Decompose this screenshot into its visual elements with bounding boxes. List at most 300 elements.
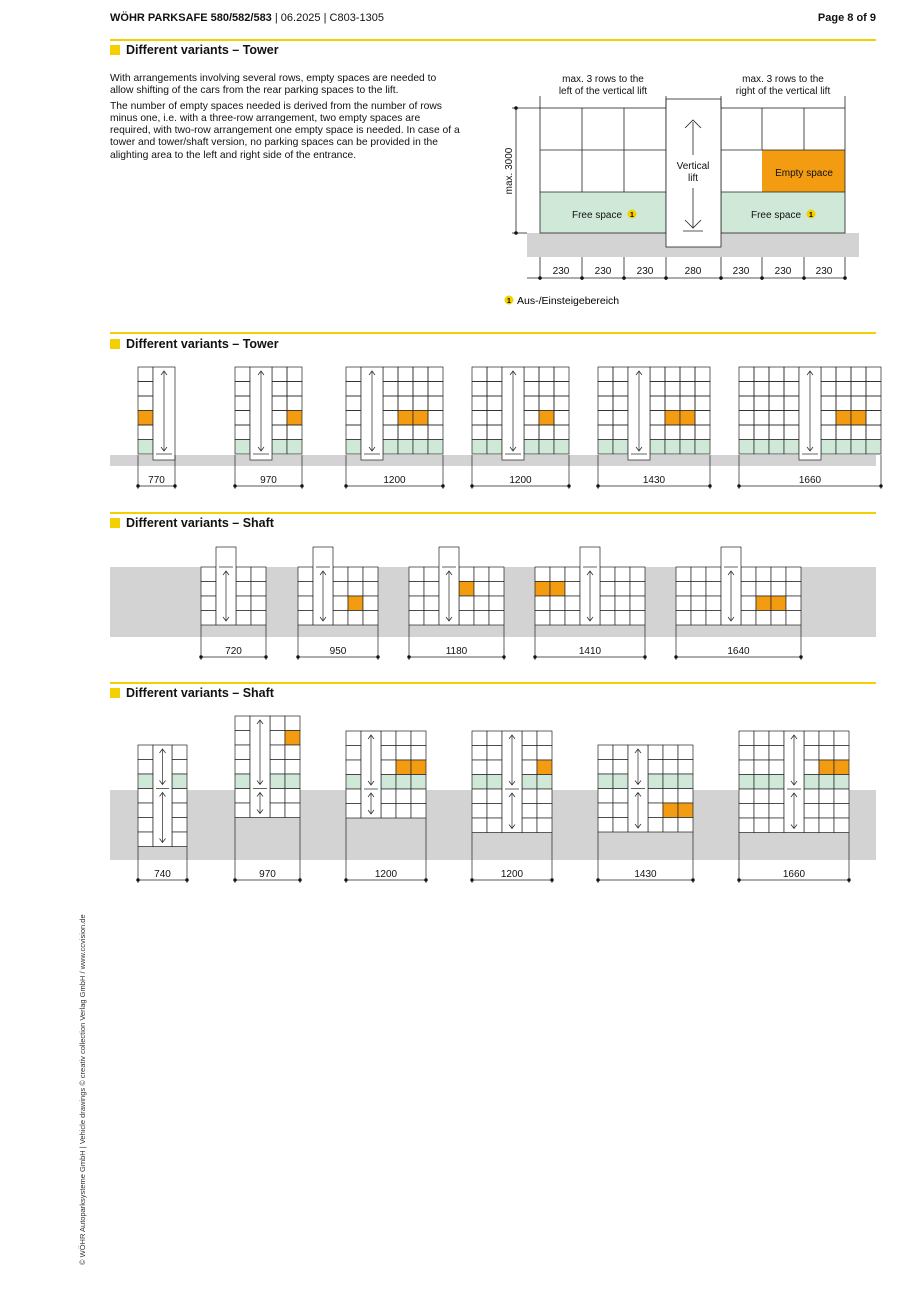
dimension-label: 1200: [383, 475, 406, 486]
parking-cell: [287, 382, 302, 397]
parking-cell: [754, 367, 769, 382]
parking-cell: [754, 425, 769, 440]
parking-cell: [537, 789, 552, 804]
svg-text:1: 1: [507, 298, 511, 305]
parking-cell: [348, 582, 363, 597]
parking-cell: [680, 367, 695, 382]
parking-cell: [615, 611, 630, 626]
parking-cell: [424, 582, 439, 597]
parking-cell: [598, 745, 613, 760]
parking-cell: [138, 382, 153, 397]
parking-cell: [413, 382, 428, 397]
parking-cell: [346, 411, 361, 426]
parking-cell: [428, 367, 443, 382]
parking-cell: [235, 745, 250, 760]
parking-cell: [398, 396, 413, 411]
parking-cell: [487, 440, 502, 455]
parking-cell: [739, 818, 754, 833]
parking-cell: [598, 425, 613, 440]
parking-cell: [784, 382, 799, 397]
parking-cell: [459, 567, 474, 582]
parking-cell: [409, 596, 424, 611]
parking-cell: [819, 818, 834, 833]
parking-cell: [598, 818, 613, 833]
intro-paragraph: The number of empty spaces needed is derived from the number of rows minus one, i.e. with a three-row arrangement, two empty spaces are required, with two-row arrangement one empty space is needed. In case of a tower and tower/shaft version, no parking spaces can be provided in the alighting area to the left and right side of the entrance.: [110, 100, 460, 161]
parking-cell: [821, 440, 836, 455]
parking-cell: [565, 611, 580, 626]
parking-cell: [413, 425, 428, 440]
parking-cell: [741, 611, 756, 626]
parking-cell: [428, 411, 443, 426]
parking-cell: [138, 832, 153, 847]
page-header: [110, 12, 876, 28]
parking-cell: [756, 582, 771, 597]
dimension-dot: [344, 878, 347, 881]
parking-cell: [851, 382, 866, 397]
parking-cell: [665, 396, 680, 411]
parking-cell: [333, 611, 348, 626]
parking-cell: [754, 818, 769, 833]
parking-cell: [428, 382, 443, 397]
left-rows-label: left of the vertical lift: [558, 86, 648, 97]
parking-cell: [650, 396, 665, 411]
parking-cell: [613, 425, 628, 440]
parking-cell: [739, 731, 754, 746]
parking-cell: [676, 567, 691, 582]
parking-cell: [663, 789, 678, 804]
parking-cell: [866, 440, 881, 455]
dimension-dot: [136, 878, 139, 881]
dimension-dot: [502, 655, 505, 658]
parking-cell: [680, 440, 695, 455]
dimension-dot: [879, 484, 882, 487]
parking-cell: [348, 596, 363, 611]
parking-cell: [836, 440, 851, 455]
lift-label: Vertical: [676, 161, 710, 172]
parking-cell: [630, 596, 645, 611]
parking-cell: [754, 746, 769, 761]
dimension-label: 230: [815, 266, 833, 277]
parking-cell: [409, 582, 424, 597]
parking-cell: [691, 582, 706, 597]
parking-cell: [680, 382, 695, 397]
parking-cell: [786, 582, 801, 597]
parking-cell: [819, 760, 834, 775]
parking-cell: [396, 775, 411, 790]
parking-cell: [680, 396, 695, 411]
parking-cell: [680, 425, 695, 440]
parking-cell: [598, 411, 613, 426]
parking-cell: [474, 567, 489, 582]
section-divider: [110, 512, 876, 514]
parking-cell: [287, 425, 302, 440]
parking-cell: [769, 760, 784, 775]
parking-cell: [235, 760, 250, 775]
parking-cell: [487, 367, 502, 382]
parking-cell: [487, 746, 502, 761]
parking-cell: [739, 775, 754, 790]
parking-cell: [665, 440, 680, 455]
section-divider: [110, 39, 876, 41]
parking-cell: [235, 774, 250, 789]
parking-cell: [554, 411, 569, 426]
parking-cell: [472, 382, 487, 397]
parking-cell: [411, 731, 426, 746]
parking-cell: [413, 411, 428, 426]
parking-cell: [786, 596, 801, 611]
parking-cell: [819, 775, 834, 790]
parking-cell: [598, 803, 613, 818]
dimension-label: 1660: [798, 475, 822, 486]
parking-cell: [648, 760, 663, 775]
parking-cell: [771, 567, 786, 582]
parking-cell: [251, 567, 266, 582]
parking-cell: [363, 596, 378, 611]
parking-cell: [754, 804, 769, 819]
parking-cell: [615, 596, 630, 611]
parking-cell: [487, 411, 502, 426]
parking-cell: [739, 382, 754, 397]
parking-cell: [346, 396, 361, 411]
parking-cell: [235, 396, 250, 411]
parking-cell: [428, 440, 443, 455]
parking-cell: [396, 731, 411, 746]
parking-cell: [678, 789, 693, 804]
dimension-dot: [173, 484, 176, 487]
shaft-variants-diagram: [100, 540, 890, 665]
parking-cell: [396, 789, 411, 804]
parking-cell: [333, 596, 348, 611]
parking-cell: [472, 789, 487, 804]
free-space-label: Free space: [571, 210, 623, 221]
dimension-dot: [233, 878, 236, 881]
parking-cell: [251, 611, 266, 626]
parking-cell: [804, 789, 819, 804]
parking-cell: [522, 731, 537, 746]
parking-cell: [648, 803, 663, 818]
parking-cell: [676, 596, 691, 611]
parking-cell: [739, 440, 754, 455]
parking-cell: [270, 774, 285, 789]
parking-cell: [285, 716, 300, 731]
parking-cell: [398, 367, 413, 382]
parking-cell: [706, 567, 721, 582]
dimension-dot: [596, 878, 599, 881]
dimension-label: 1430: [634, 869, 657, 880]
parking-cell: [138, 425, 153, 440]
parking-cell: [383, 367, 398, 382]
parking-cell: [489, 596, 504, 611]
parking-cell: [769, 818, 784, 833]
parking-cell: [236, 611, 251, 626]
parking-cell: [706, 596, 721, 611]
parking-cell: [613, 411, 628, 426]
parking-cell: [539, 367, 554, 382]
parking-cell: [819, 804, 834, 819]
parking-cell: [648, 789, 663, 804]
parking-cell: [487, 775, 502, 790]
parking-cell: [539, 382, 554, 397]
parking-cell: [172, 803, 187, 818]
parking-cell: [695, 411, 710, 426]
parking-cell: [565, 596, 580, 611]
parking-cell: [600, 611, 615, 626]
parking-cell: [138, 789, 153, 804]
parking-cell: [665, 382, 680, 397]
parking-cell: [836, 411, 851, 426]
parking-cell: [472, 746, 487, 761]
parking-cell: [691, 567, 706, 582]
dimension-label: 1640: [727, 646, 750, 657]
parking-cell: [756, 611, 771, 626]
parking-cell: [172, 745, 187, 760]
dimension-dot: [470, 878, 473, 881]
parking-cell: [537, 760, 552, 775]
parking-cell: [537, 746, 552, 761]
parking-cell: [650, 382, 665, 397]
parking-cell: [769, 382, 784, 397]
parking-cell: [784, 367, 799, 382]
lift-label: lift: [688, 173, 698, 184]
parking-cell: [472, 440, 487, 455]
parking-cell: [836, 396, 851, 411]
parking-cell: [786, 567, 801, 582]
parking-cell: [270, 745, 285, 760]
parking-cell: [428, 396, 443, 411]
parking-cell: [272, 382, 287, 397]
parking-cell: [172, 789, 187, 804]
parking-cell: [754, 760, 769, 775]
dimension-dot: [596, 484, 599, 487]
parking-cell: [834, 789, 849, 804]
parking-cell: [535, 567, 550, 582]
parking-cell: [537, 731, 552, 746]
parking-cell: [270, 760, 285, 775]
parking-cell: [535, 596, 550, 611]
parking-cell: [804, 746, 819, 761]
parking-cell: [754, 382, 769, 397]
parking-cell: [754, 731, 769, 746]
parking-cell: [756, 567, 771, 582]
parking-cell: [235, 731, 250, 746]
parking-cell: [522, 818, 537, 833]
parking-cell: [663, 774, 678, 789]
parking-cell: [550, 567, 565, 582]
parking-cell: [695, 367, 710, 382]
parking-cell: [383, 411, 398, 426]
parking-cell: [771, 596, 786, 611]
parking-cell: [381, 804, 396, 819]
parking-cell: [409, 611, 424, 626]
parking-cell: [819, 789, 834, 804]
parking-cell: [630, 611, 645, 626]
parking-cell: [539, 396, 554, 411]
parking-cell: [613, 818, 628, 833]
parking-cell: [138, 774, 153, 789]
dimension-dot: [643, 655, 646, 658]
parking-cell: [346, 760, 361, 775]
parking-cell: [472, 367, 487, 382]
parking-cell: [472, 775, 487, 790]
parking-cell: [413, 396, 428, 411]
parking-cell: [866, 382, 881, 397]
parking-cell: [665, 367, 680, 382]
parking-cell: [754, 411, 769, 426]
parking-cell: [834, 731, 849, 746]
parking-cell: [819, 731, 834, 746]
parking-cell: [866, 367, 881, 382]
parking-cell: [663, 760, 678, 775]
parking-cell: [138, 367, 153, 382]
parking-cell: [298, 567, 313, 582]
parking-cell: [424, 567, 439, 582]
parking-cell: [346, 382, 361, 397]
dimension-dot: [737, 878, 740, 881]
parking-cell: [474, 582, 489, 597]
parking-cell: [598, 760, 613, 775]
parking-cell: [235, 425, 250, 440]
dimension-label: 970: [259, 869, 276, 880]
parking-cell: [285, 760, 300, 775]
parking-cell: [851, 425, 866, 440]
parking-cell: [836, 382, 851, 397]
parking-cell: [613, 367, 628, 382]
parking-cell: [851, 396, 866, 411]
dimension-label: 1660: [782, 869, 806, 880]
parking-cell: [346, 804, 361, 819]
parking-cell: [613, 745, 628, 760]
dimension-label: 970: [260, 475, 277, 486]
parking-cell: [201, 596, 216, 611]
parking-cell: [600, 567, 615, 582]
dimension-dot: [533, 655, 536, 658]
parking-cell: [739, 789, 754, 804]
parking-cell: [459, 596, 474, 611]
dimension-dot: [296, 655, 299, 658]
dimension-dot: [847, 878, 850, 881]
dimension-label: 740: [154, 869, 171, 880]
parking-cell: [741, 582, 756, 597]
parking-cell: [411, 789, 426, 804]
parking-cell: [769, 396, 784, 411]
parking-cell: [834, 804, 849, 819]
parking-cell: [472, 425, 487, 440]
dimension-label: 1180: [445, 646, 468, 657]
parking-cell: [472, 760, 487, 775]
parking-cell: [804, 804, 819, 819]
parking-cell: [739, 425, 754, 440]
parking-cell: [524, 396, 539, 411]
parking-cell: [537, 804, 552, 819]
parking-cell: [706, 582, 721, 597]
dimension-dot: [737, 484, 740, 487]
parking-cell: [383, 425, 398, 440]
section-divider: [110, 332, 876, 334]
parking-cell: [598, 789, 613, 804]
parking-cell: [665, 425, 680, 440]
dimension-dot: [550, 878, 553, 881]
parking-cell: [695, 382, 710, 397]
parking-cell: [383, 382, 398, 397]
parking-cell: [741, 596, 756, 611]
parking-cell: [270, 731, 285, 746]
parking-cell: [695, 440, 710, 455]
parking-cell: [784, 396, 799, 411]
parking-cell: [270, 789, 285, 804]
dimension-label: 280: [684, 266, 702, 277]
parking-cell: [771, 582, 786, 597]
parking-cell: [613, 774, 628, 789]
parking-cell: [138, 396, 153, 411]
parking-cell: [424, 611, 439, 626]
parking-cell: [270, 716, 285, 731]
parking-cell: [487, 760, 502, 775]
parking-cell: [411, 804, 426, 819]
parking-cell: [804, 775, 819, 790]
dimension-label: 230: [774, 266, 792, 277]
parking-cell: [739, 367, 754, 382]
page-number: Page 8 of 9: [817, 12, 876, 24]
parking-cell: [409, 567, 424, 582]
parking-cell: [691, 596, 706, 611]
parking-cell: [472, 804, 487, 819]
parking-cell: [678, 745, 693, 760]
parking-cell: [472, 818, 487, 833]
copyright-note: © WÖHR Autoparksysteme GmbH | Vehicle drawings © creativ collection Verlag GmbH / www.ccvision.de: [78, 914, 87, 1265]
parking-cell: [769, 425, 784, 440]
shaft-variants-2-diagram: [100, 708, 890, 888]
dimension-label: 770: [148, 475, 165, 486]
parking-cell: [272, 440, 287, 455]
parking-cell: [287, 440, 302, 455]
parking-cell: [459, 582, 474, 597]
parking-cell: [346, 731, 361, 746]
dimension-dot: [674, 655, 677, 658]
right-rows-label: right of the vertical lift: [735, 86, 831, 97]
parking-cell: [487, 425, 502, 440]
parking-cell: [172, 774, 187, 789]
section-title: Different variants – Shaft: [110, 516, 274, 530]
parking-cell: [678, 803, 693, 818]
parking-cell: [398, 425, 413, 440]
parking-cell: [396, 746, 411, 761]
header-title: WÖHR PARKSAFE 580/582/583 | 06.2025 | C803-1305: [110, 12, 384, 24]
dimension-label: 230: [594, 266, 612, 277]
parking-cell: [487, 804, 502, 819]
parking-cell: [346, 789, 361, 804]
parking-cell: [665, 411, 680, 426]
parking-cell: [472, 396, 487, 411]
parking-cell: [487, 818, 502, 833]
parking-cell: [348, 567, 363, 582]
parking-cell: [554, 396, 569, 411]
parking-cell: [235, 789, 250, 804]
parking-cell: [834, 818, 849, 833]
dimension-label: 950: [329, 646, 347, 657]
parking-cell: [554, 440, 569, 455]
parking-cell: [524, 382, 539, 397]
parking-cell: [298, 596, 313, 611]
parking-cell: [285, 774, 300, 789]
parking-cell: [348, 611, 363, 626]
parking-cell: [396, 760, 411, 775]
parking-cell: [287, 367, 302, 382]
parking-cell: [769, 775, 784, 790]
parking-cell: [739, 411, 754, 426]
svg-text:1: 1: [809, 212, 813, 219]
parking-cell: [663, 803, 678, 818]
parking-cell: [769, 440, 784, 455]
